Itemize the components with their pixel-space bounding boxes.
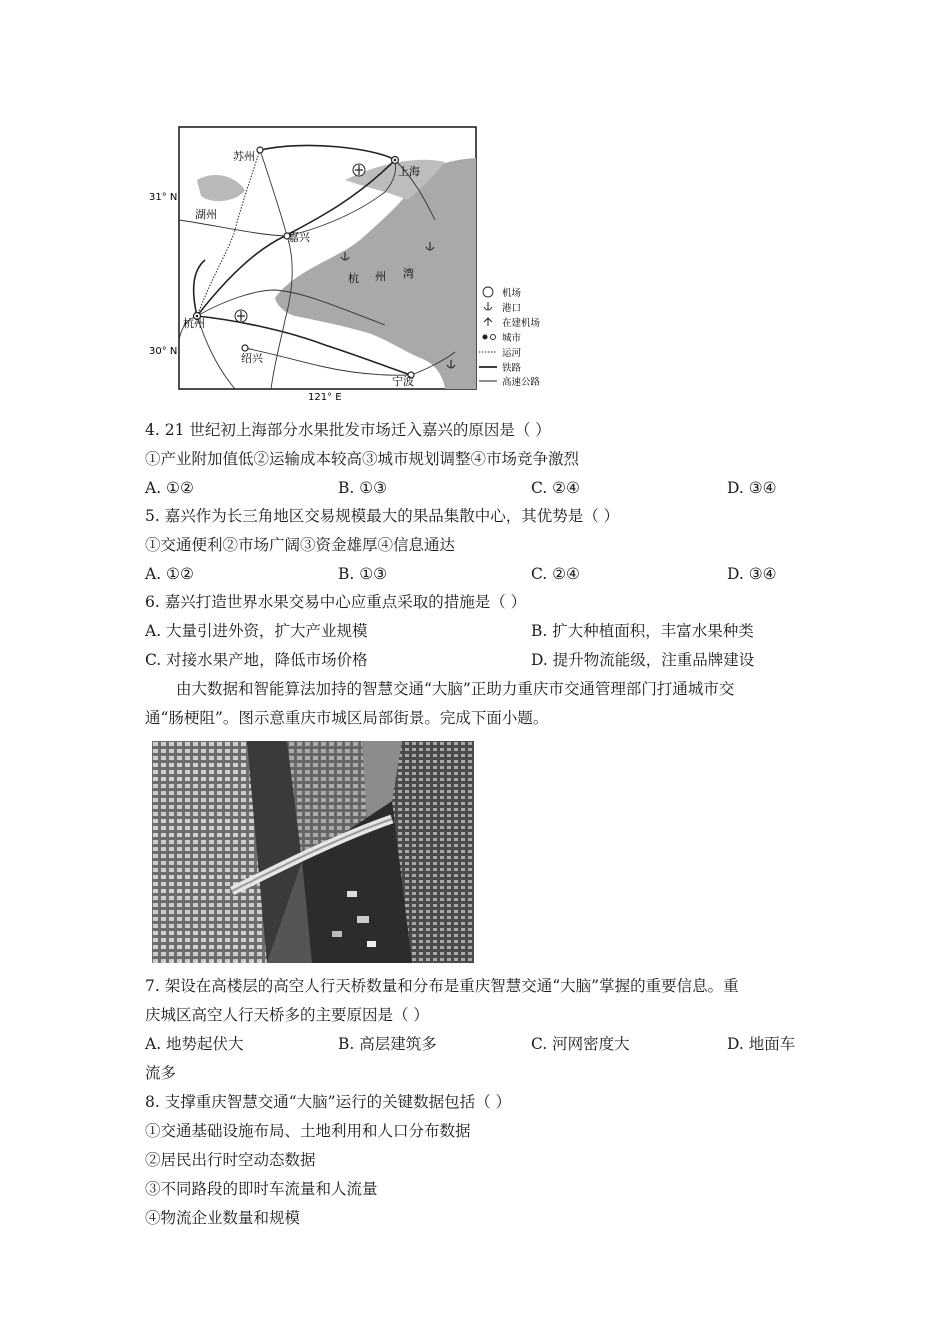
q8-stem: 8. 支撑重庆智慧交通“大脑”运行的关键数据包括（ ） bbox=[145, 1093, 511, 1111]
map-legend bbox=[479, 287, 541, 388]
q4-option-d: D. ③④ bbox=[727, 479, 777, 497]
legend-highway-label: 高速公路 bbox=[502, 377, 541, 388]
q5-stem: 5. 嘉兴作为长三角地区交易规模最大的果品集散中心，其优势是（ ） bbox=[145, 507, 620, 525]
legend-airport-label: 机场 bbox=[502, 288, 522, 299]
q6-option-c: C. 对接水果产地，降低市场价格 bbox=[145, 651, 368, 669]
legend-railway-label: 铁路 bbox=[502, 363, 522, 374]
legend-city-icon bbox=[483, 335, 488, 340]
q6-option-d: D. 提升物流能级，注重品牌建设 bbox=[531, 651, 755, 669]
legend-airport-icon bbox=[483, 287, 493, 297]
hangzhou-bay-map bbox=[145, 120, 565, 400]
legend-airport-construction-icon bbox=[484, 318, 492, 326]
intro-line-1: 由大数据和智能算法加持的智慧交通“大脑”正助力重庆市交通管理部门打通城市交 bbox=[176, 680, 735, 698]
q8-item-4: ④物流企业数量和规模 bbox=[145, 1209, 301, 1227]
bay-label-hang: 杭 bbox=[348, 272, 359, 285]
latitude-31-label: 31° N bbox=[149, 192, 178, 203]
city-label-shanghai: 上海 bbox=[398, 165, 420, 178]
q7-option-c: C. 河网密度大 bbox=[531, 1035, 630, 1053]
bay-label-wan: 湾 bbox=[403, 267, 414, 280]
q8-item-1: ①交通基础设施布局、土地利用和人口分布数据 bbox=[145, 1122, 471, 1140]
q4-items: ①产业附加值低②运输成本较高③城市规划调整④市场竞争激烈 bbox=[145, 450, 580, 468]
legend-airport-construction-label: 在建机场 bbox=[502, 318, 541, 329]
legend-port-label: 港口 bbox=[502, 303, 522, 314]
q7-stem-line-1: 7. 架设在高楼层的高空人行天桥数量和分布是重庆智慧交通“大脑”掌握的重要信息。重 bbox=[145, 977, 739, 995]
q5-option-c: C. ②④ bbox=[531, 565, 580, 583]
chongqing-street-photo bbox=[152, 741, 474, 963]
q4-option-c: C. ②④ bbox=[531, 479, 580, 497]
q5-option-d: D. ③④ bbox=[727, 565, 777, 583]
q4-stem: 4. 21 世纪初上海部分水果批发市场迁入嘉兴的原因是（ ） bbox=[145, 421, 551, 439]
legend-canal-label: 运河 bbox=[502, 348, 522, 359]
q4-option-b: B. ①③ bbox=[338, 479, 388, 497]
q8-item-3: ③不同路段的即时车流量和人流量 bbox=[145, 1180, 378, 1198]
q4-option-a: A. ①② bbox=[145, 479, 194, 497]
q7-option-b: B. 高层建筑多 bbox=[338, 1035, 437, 1053]
q5-option-b: B. ①③ bbox=[338, 565, 388, 583]
q6-option-b: B. 扩大种植面积，丰富水果种类 bbox=[531, 622, 754, 640]
q8-item-2: ②居民出行时空动态数据 bbox=[145, 1151, 316, 1169]
legend-port-icon bbox=[484, 302, 492, 310]
q7-stem-line-2: 庆城区高空人行天桥多的主要原因是（ ） bbox=[145, 1006, 429, 1024]
q7-option-d: D. 地面车 bbox=[727, 1035, 796, 1053]
city-label-huzhou: 湖州 bbox=[195, 208, 217, 221]
city-label-shaoxing: 绍兴 bbox=[241, 352, 263, 365]
q6-option-a: A. 大量引进外资，扩大产业规模 bbox=[145, 622, 368, 640]
city-label-hangzhou: 杭州 bbox=[183, 317, 205, 330]
q5-option-a: A. ①② bbox=[145, 565, 194, 583]
longitude-121-label: 121° E bbox=[308, 392, 342, 400]
city-label-suzhou: 苏州 bbox=[233, 150, 255, 163]
q5-items: ①交通便利②市场广阔③资金雄厚④信息通达 bbox=[145, 536, 456, 554]
city-label-jiaxing: 嘉兴 bbox=[288, 231, 310, 244]
q7-option-d-wrap: 流多 bbox=[145, 1064, 177, 1082]
legend-city-label: 城市 bbox=[502, 333, 522, 344]
latitude-30-label: 30° N bbox=[149, 346, 178, 357]
q6-stem: 6. 嘉兴打造世界水果交易中心应重点采取的措施是（ ） bbox=[145, 593, 527, 611]
q7-option-a: A. 地势起伏大 bbox=[145, 1035, 244, 1053]
city-label-ningbo: 宁波 bbox=[392, 375, 414, 388]
intro-line-2: 通“肠梗阻”。图示意重庆市城区局部街景。完成下面小题。 bbox=[145, 709, 549, 727]
bay-label-zhou: 州 bbox=[375, 270, 386, 283]
